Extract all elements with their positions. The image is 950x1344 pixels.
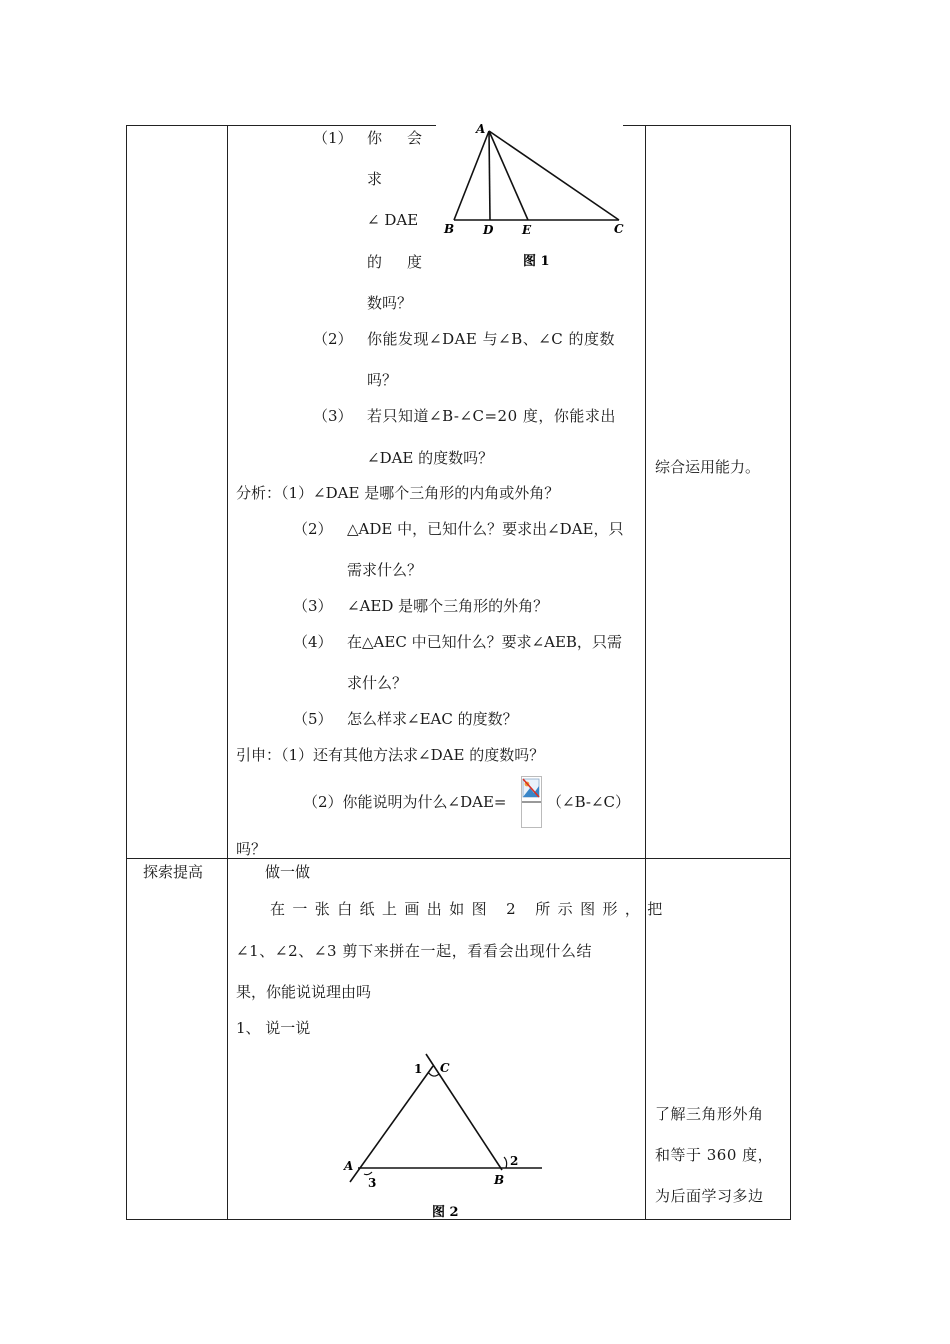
table-top-border-right [623,125,791,126]
q1-word: 度 [407,253,423,271]
q2-text-line1: 你能发现∠DAE 与∠B、∠C 的度数 [367,330,616,348]
row2-teaching-note-line2: 和等于 360 度， [655,1146,774,1164]
q2-text-line2: 吗？ [367,371,398,389]
figure-2-label-a: A [344,1159,354,1173]
extension-line2-end: （∠B-∠C） [547,793,630,811]
row2-heading: 做一做 [265,863,311,881]
q1-word: 数吗？ [367,294,413,312]
q1-word: ∠ DAE [367,211,419,229]
q3-text-line2: ∠DAE 的度数吗？ [367,449,494,467]
q3-number: （3） [313,407,353,425]
row2-teaching-note-line1: 了解三角形外角 [655,1105,764,1123]
q3-text-line1: 若只知道∠B-∠C=20 度，你能求出 [367,407,616,425]
analysis-4-line2: 求什么？ [347,674,408,692]
figure-2-label-b: B [494,1173,505,1187]
analysis-4-line1: 在△AEC 中已知什么？要求∠AEB，只需 [347,633,622,651]
figure-2-label-1: 1 [414,1062,423,1076]
table-top-border [126,125,436,126]
analysis-2-line2: 需求什么？ [347,561,423,579]
column-divider-2 [645,125,646,1220]
row2-item1: 1、 说一说 [236,1019,311,1037]
column-divider-1 [227,125,228,1220]
extension-line2-start: （2）你能说明为什么∠DAE= [303,793,507,811]
row2-paragraph-line1-text: 在一张白纸上画出如图 2 所示图形，把 [270,900,670,918]
figure-1-label-b: B [444,222,455,236]
analysis-5-number: （5） [293,710,333,728]
figure-1-triangle [436,118,636,278]
row1-teaching-note: 综合运用能力。 [655,458,761,476]
figure-1-label-e: E [522,223,532,237]
extension-line1: 引申：（1）还有其他方法求∠DAE 的度数吗？ [236,746,545,764]
row2-paragraph-line3: 果，你能说说理由吗 [236,983,372,1001]
figure-1-label-a: A [476,122,486,136]
figure-1-label-c: C [614,222,624,236]
q2-number: （2） [313,330,353,348]
q1-number: （1） [313,129,353,147]
figure-1-label-d: D [483,223,494,237]
figure-1-caption: 图 1 [523,254,550,269]
row-divider [126,858,791,859]
table-right-border [790,125,791,1220]
extension-line3: 吗？ [236,840,267,858]
row2-paragraph-line1 [270,900,670,918]
table-left-border [126,125,127,1220]
analysis-intro: 分析：（1）∠DAE 是哪个三角形的内角或外角？ [236,484,560,502]
analysis-5-line1: 怎么样求∠EAC 的度数？ [347,710,518,728]
broken-image-icon [521,776,542,828]
q1-word: 会 [407,129,423,147]
figure-2-label-2: 2 [510,1154,519,1168]
q1-word: 的 [367,253,383,271]
analysis-2-number: （2） [293,520,333,538]
row2-label: 探索提高 [143,863,204,881]
row2-paragraph-line2: ∠1、∠2、∠3 剪下来拼在一起，看看会出现什么结 [236,942,593,960]
analysis-4-number: （4） [293,633,333,651]
analysis-3-line1: ∠AED 是哪个三角形的外角？ [347,597,549,615]
q1-word: 求 [367,170,383,188]
analysis-3-number: （3） [293,597,333,615]
q1-word: 你 [367,129,383,147]
row2-teaching-note-line3: 为后面学习多边 [655,1187,764,1205]
figure-2-triangle [330,1048,560,1223]
figure-2-caption: 图 2 [432,1205,459,1220]
analysis-2-line1: △ADE 中，已知什么？要求出∠DAE，只 [347,520,624,538]
figure-2-label-c: C [440,1061,450,1075]
figure-2-label-3: 3 [368,1176,377,1190]
